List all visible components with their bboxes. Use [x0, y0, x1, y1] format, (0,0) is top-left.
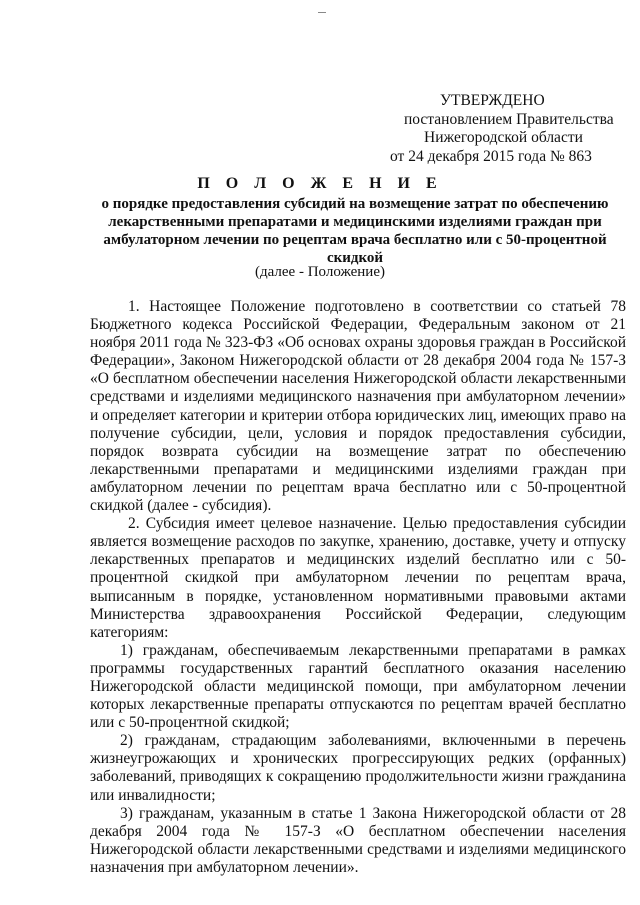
paragraph-1: 1. Настоящее Положение подготовлено в соответствии со статьей 78 Бюджетного кодекса Российской Федерации, Федеральным законом от 21 ноября 2011 года № 323-ФЗ «Об основах охраны здоровья граждан в Российской Федерации», Законом Нижегородской области от 28 декабря 2004 года № 157-З «О бесплатном обеспечении населения Нижегородской области лекарственными средствами и изделиями медицинского назначения при амбулаторном лечении» и определяет категории и критерии отбора юридических лиц, имеющих право на получение субсидии, цели, условия и порядок предоставления субсидии, порядок возврата субсидии на возмещение затрат по обеспечению лекарственными препаратами и медицинскими изделиями граждан при амбулаторном лечении по рецептам врача бесплатно или с 50-процентной скидкой (далее - субсидия). [90, 298, 626, 515]
list-item-1: 1) гражданам, обеспечиваемым лекарственными препаратами в рамках программы государственных гарантий бесплатного оказания населению Нижегородской области медицинской помощи, при амбулаторном лечении которых лекарственные препараты отпускаются по рецептам врачей бесплатно или с 50-процентной скидкой; [90, 641, 626, 732]
document-title: П О Л О Ж Е Н И Е [197, 175, 443, 192]
approval-date: от 24 декабря 2015 года № 863 [390, 148, 592, 165]
list-item-2: 2) гражданам, страдающим заболеваниями, включенными в перечень жизнеугрожающих и хронических прогрессирующих редких (орфанных) заболеваний, приводящих к сокращению продолжительности жизни гражданина или инвалидности; [90, 732, 626, 804]
document-abbreviation-note: (далее - Положение) [255, 264, 385, 280]
document-subtitle: о порядке предоставления субсидий на возмещение затрат по обеспечению лекарственными препаратами и медицинскими изделиями граждан при амбулаторном лечении по рецептам врача бесплатно или с 50-процентной скидкой [101, 196, 609, 266]
approval-region: Нижегородской области [424, 129, 583, 146]
list-item-3: 3) гражданам, указанным в статье 1 Закона Нижегородской области от 28 декабря 2004 года № 157-З «О бесплатном обеспечении населения Нижегородской области лекарственными средствами и изделиями медицинского назначения при амбулаторном лечении». [90, 804, 626, 876]
approval-heading: УТВЕРЖДЕНО [440, 92, 545, 109]
approval-decree: постановлением Правительства [404, 111, 614, 128]
paragraph-2: 2. Субсидия имеет целевое назначение. Целью предоставления субсидии является возмещение расходов по закупке, хранению, доставке, учету и отпуску лекарственных препаратов и медицинских изделий бесплатно или с 50-процентной скидкой при амбулаторном лечении по рецептам врача, выписанным в порядке, установленном нормативными правовыми актами Министерства здравоохранения Российской Федерации, следующим категориям: [90, 515, 626, 641]
document-body [90, 298, 626, 877]
scan-mark [318, 12, 326, 13]
